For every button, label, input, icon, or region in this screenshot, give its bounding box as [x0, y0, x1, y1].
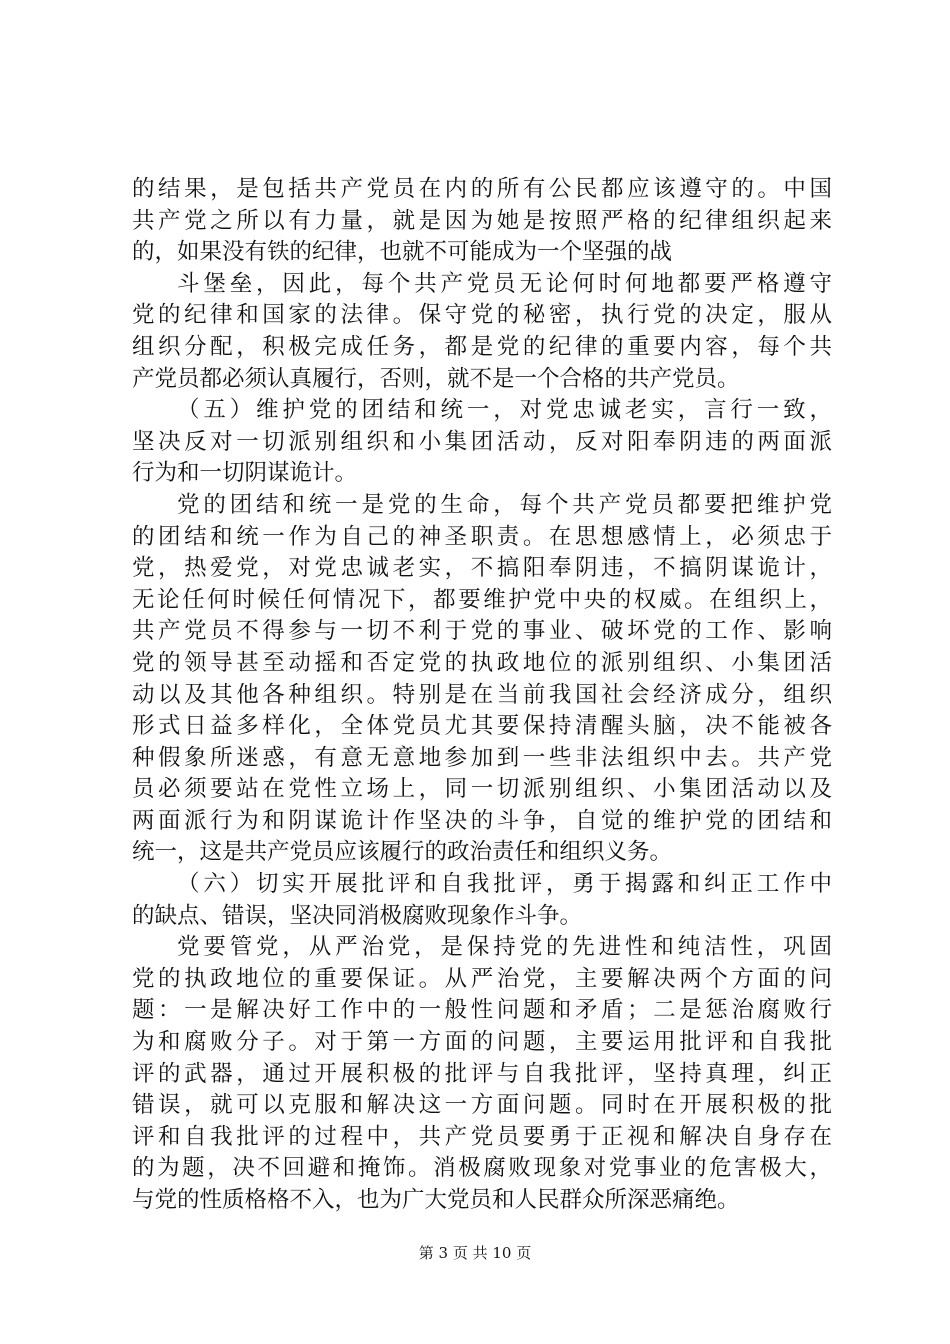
- text-line: 产党员都必须认真履行，否则，就不是一个合格的共产党员。: [132, 365, 740, 392]
- text-line: 评的武器，通过开展积极的批评与自我批评，坚持真理，纠正: [132, 1060, 832, 1087]
- text-line: 坚决反对一切派别组织和小集团活动，反对阳奉阴违的两面派: [132, 428, 832, 455]
- text-line: 党的纪律和国家的法律。保守党的秘密，执行党的决定，服从: [132, 302, 832, 329]
- text-line: 党的领导甚至动摇和否定党的执政地位的派别组织、小集团活: [132, 649, 832, 676]
- text-line: 共产党之所以有力量，就是因为她是按照严格的纪律组织起来: [132, 207, 832, 234]
- text-line: 统一，这是共产党员应该履行的政治责任和组织义务。: [132, 839, 673, 866]
- page-footer: 第 3 页 共 10 页: [418, 1244, 532, 1262]
- text-line: 斗堡垒，因此，每个共产党员无论何时何地都要严格遵守: [177, 270, 832, 297]
- text-line: 的缺点、错误，坚决同消极腐败现象作斗争。: [132, 902, 583, 929]
- text-line: （五）维护党的团结和统一，对党忠诚老实，言行一致，: [177, 397, 832, 424]
- text-line: 题：一是解决好工作中的一般性问题和矛盾；二是惩治腐败行: [132, 997, 832, 1024]
- text-line: 无论任何时候任何情况下，都要维护党中央的权威。在组织上，: [132, 586, 832, 613]
- text-line: 的团结和统一作为自己的神圣职责。在思想感情上，必须忠于: [132, 523, 832, 550]
- text-line: 动以及其他各种组织。特别是在当前我国社会经济成分，组织: [132, 681, 832, 708]
- text-line: 的结果，是包括共产党员在内的所有公民都应该遵守的。中国: [132, 176, 832, 202]
- text-line: 的，如果没有铁的纪律，也就不可能成为一个坚强的战: [132, 239, 673, 266]
- text-line: 党，热爱党，对党忠诚老实，不搞阳奉阴违，不搞阴谋诡计，: [132, 555, 832, 582]
- text-line: 行为和一切阴谋诡计。: [132, 460, 358, 487]
- text-line: 评和自我批评的过程中，共产党员要勇于正视和解决自身存在: [132, 1123, 832, 1150]
- text-line: 两面派行为和阴谋诡计作坚决的斗争，自觉的维护党的团结和: [132, 807, 832, 834]
- text-line: 为和腐败分子。对于第一方面的问题，主要运用批评和自我批: [132, 1029, 832, 1056]
- text-line: 组织分配，积极完成任务，都是党的纪律的重要内容，每个共: [132, 333, 832, 360]
- text-line: 党要管党，从严治党，是保持党的先进性和纯洁性，巩固: [177, 934, 832, 961]
- text-line: 种假象所迷惑，有意无意地参加到一些非法组织中去。共产党: [132, 744, 832, 771]
- text-line: 与党的性质格格不入，也为广大党员和人民群众所深恶痛绝。: [132, 1187, 740, 1213]
- text-line: 党的执政地位的重要保证。从严治党，主要解决两个方面的问: [132, 965, 832, 992]
- text-line: 党的团结和统一是党的生命，每个共产党员都要把维护党: [177, 491, 832, 518]
- text-line: 形式日益多样化，全体党员尤其要保持清醒头脑，决不能被各: [132, 713, 832, 740]
- text-line: 的为题，决不回避和掩饰。消极腐败现象对党事业的危害极大，: [132, 1155, 832, 1182]
- text-line: 共产党员不得参与一切不利于党的事业、破坏党的工作、影响: [132, 618, 832, 645]
- text-line: （六）切实开展批评和自我批评，勇于揭露和纠正工作中: [177, 871, 832, 898]
- text-line: 错误，就可以克服和解决这一方面问题。同时在开展积极的批: [132, 1092, 832, 1119]
- document-body: [132, 174, 832, 1217]
- text-line: 员必须要站在党性立场上，同一切派别组织、小集团活动以及: [132, 776, 832, 803]
